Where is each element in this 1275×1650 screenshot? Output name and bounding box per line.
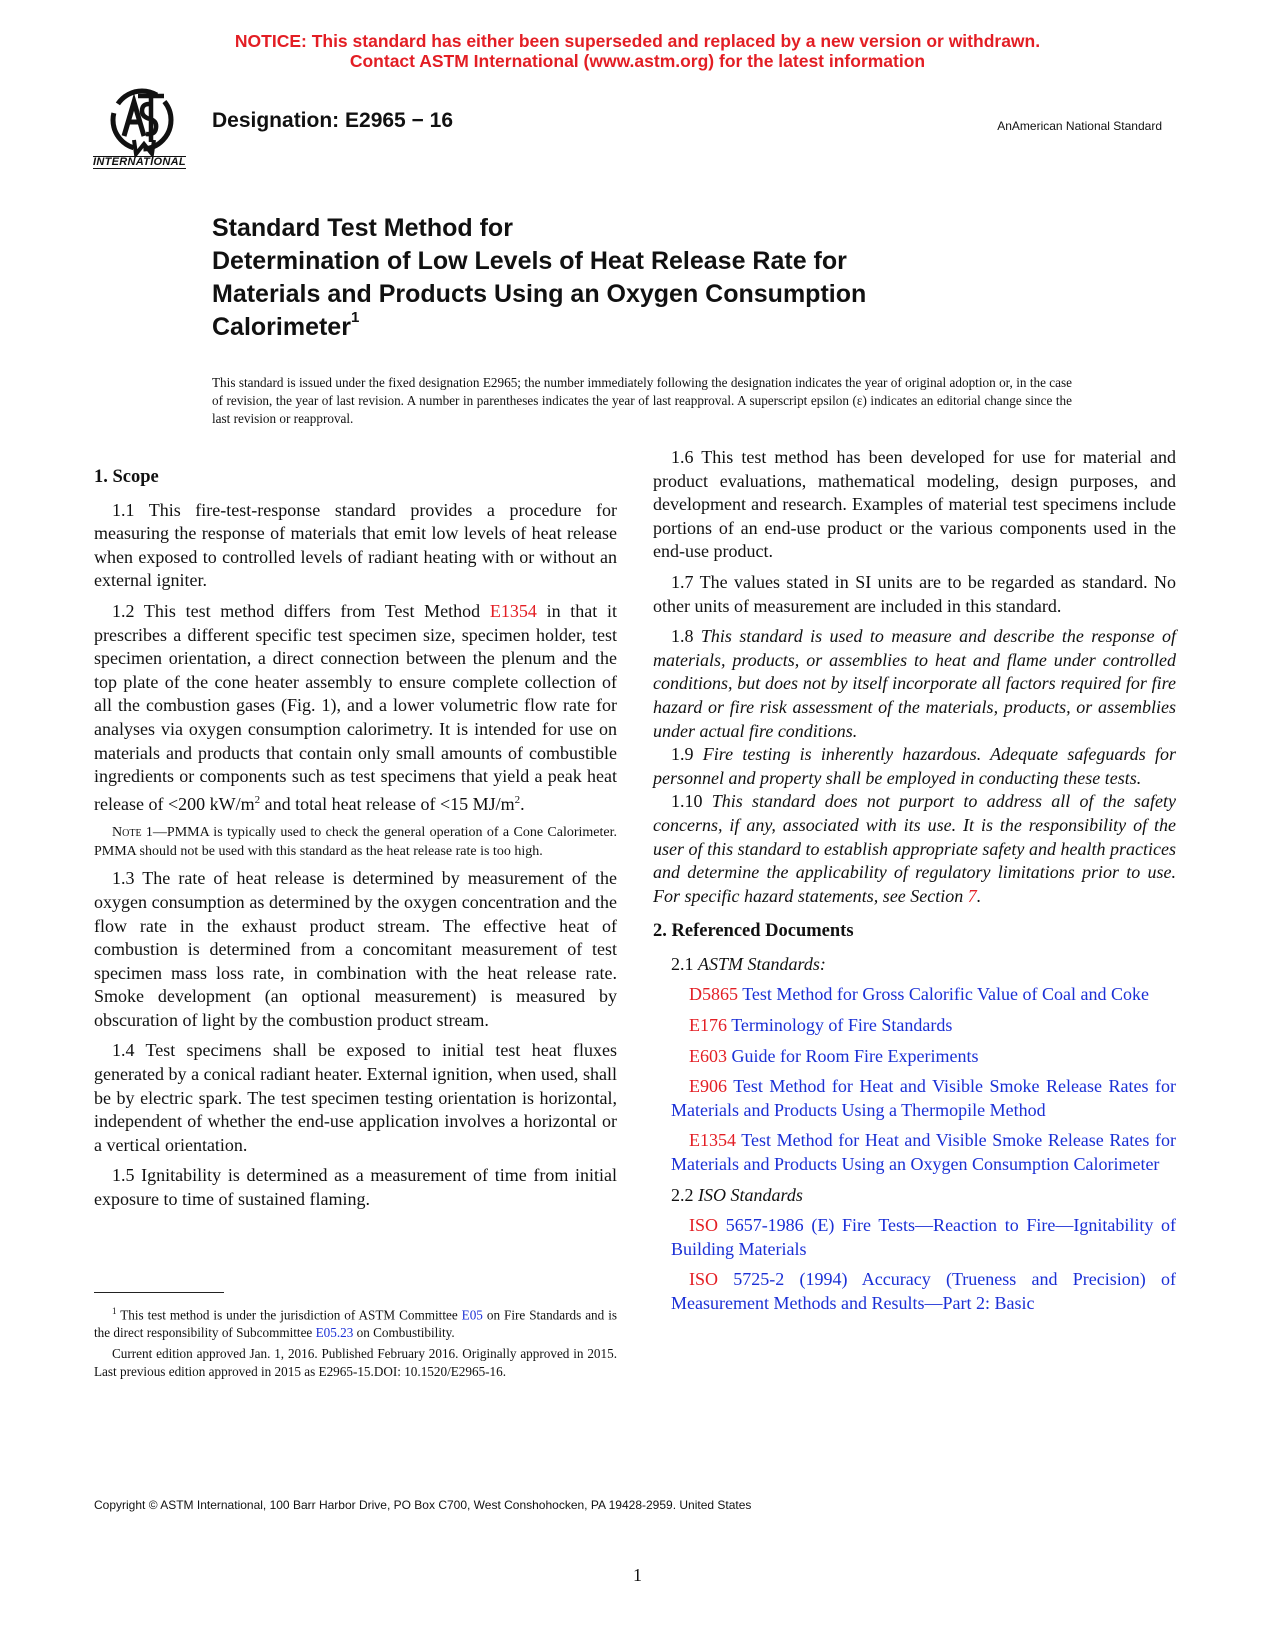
para-1-9 bbox=[653, 743, 1176, 790]
footnote-1-a: This test method is under the jurisdiction of ASTM Committee bbox=[116, 1307, 462, 1323]
para-1-3: 1.3 The rate of heat release is determined by measurement of the oxygen consumption as determined by the oxygen concentration and the flow rate in the exhaust product stream. The effective heat of combustion is determined from a concomitant measurement of test specimen mass loss rate, in combination with the heat release rate. Smoke development (an optional measurement) is measured by obscuration of light by the combustion product stream. bbox=[94, 868, 617, 1030]
notice-line-1: NOTICE: This standard has either been superseded and replaced by a new version or withdrawn. bbox=[234, 31, 1041, 51]
title-footnote-mark: 1 bbox=[350, 309, 360, 326]
iso-label-num: 2.2 bbox=[671, 1184, 698, 1205]
para-1-8-num: 1.8 bbox=[671, 626, 701, 647]
scope-heading: 1. Scope bbox=[94, 467, 159, 487]
designation: Designation: E2965 − 16 bbox=[212, 109, 454, 132]
astm-logo bbox=[94, 84, 194, 170]
reference-code[interactable]: E1354 bbox=[689, 1130, 736, 1151]
para-1-1: 1.1 This fire-test-response standard provides a procedure for measuring the response of materials that emit low levels of heat release when exposed to controlled levels of radiant heating with or without an external igniter. bbox=[94, 499, 617, 591]
para-1-8 bbox=[653, 625, 1176, 743]
para-1-10-text: This standard does not purport to address all of the safety concerns, if any, associated with its use. It is the responsibility of the user of this standard to establish appropriate safety and health practices and determine the applicability of regulatory limitations prior to use. For specific hazard statements, see Section bbox=[653, 791, 1177, 906]
para-1-2-b: in that it prescribes a different specific test specimen size, specimen holder, test specimen orientation, a direct connection between the plenum and the top plate of the cone heater assembly to ensure complete collection of all the combustion gases (Fig. 1), and a lower volumetric flow rate for analyses via oxygen consumption calorimetry. It is intended for use on materials and products that contain only small amounts of combustible ingredients or components such as test specimens that yield a peak heat release of <200 kW/m bbox=[94, 600, 617, 814]
reference-title[interactable]: 5725-2 (1994) Accuracy (Trueness and Precision) of Measurement Methods and Results—Part 2: Basic bbox=[671, 1269, 1176, 1313]
para-1-9-text: Fire testing is inherently hazardous. Adequate safeguards for personnel and property shall be employed in conducting these tests. bbox=[653, 744, 1177, 788]
para-1-7: 1.7 The values stated in SI units are to be regarded as standard. No other units of measurement are included in this standard. bbox=[653, 571, 1176, 616]
footnote-1-b: on Fire Standards and is the direct responsibility of Subcommittee bbox=[94, 1307, 617, 1341]
iso-reference-list bbox=[653, 1214, 1176, 1315]
reference-item[interactable] bbox=[653, 1129, 1176, 1176]
para-1-9-num: 1.9 bbox=[671, 744, 703, 765]
reference-code[interactable]: ISO bbox=[689, 1215, 719, 1236]
link-section-7[interactable]: 7 bbox=[967, 885, 977, 906]
title-line-4 bbox=[212, 311, 1012, 344]
para-1-2-d: . bbox=[520, 793, 525, 814]
link-e1354[interactable]: E1354 bbox=[489, 600, 537, 621]
reference-code[interactable]: D5865 bbox=[689, 984, 738, 1005]
para-1-2 bbox=[94, 600, 617, 816]
footnotes bbox=[94, 1302, 617, 1384]
right-column bbox=[653, 446, 1176, 1323]
footnote-1-mark: 1 bbox=[112, 1306, 117, 1316]
references-heading: 2. Referenced Documents bbox=[653, 921, 854, 942]
para-1-4: 1.4 Test specimens shall be exposed to initial test heat fluxes generated by a conical radiant heater. External ignition, when used, shall be by electric spark. The test specimen testing orientation is horizontal, independent of whether the end-use application involves a horizontal or a vertical orientation. bbox=[94, 1040, 617, 1155]
logo-text: INTERNATIONAL bbox=[93, 156, 186, 168]
reference-item[interactable] bbox=[653, 1045, 1176, 1069]
national-standard-label: AnAmerican National Standard bbox=[997, 119, 1162, 133]
para-1-2-c: and total heat release of <15 MJ/m bbox=[260, 793, 515, 814]
reference-code[interactable]: E603 bbox=[689, 1045, 727, 1066]
note-1-text: —PMMA is typically used to check the general operation of a Cone Calorimeter. PMMA should not be used with this standard as the heat release rate is too high. bbox=[94, 825, 617, 860]
astm-label-num: 2.1 bbox=[671, 953, 698, 974]
para-1-2-sup-2: 2 bbox=[514, 793, 521, 806]
footnote-1 bbox=[94, 1302, 617, 1342]
reference-code[interactable]: ISO bbox=[689, 1269, 719, 1290]
title-line-4-text: Calorimeter bbox=[212, 313, 351, 341]
astm-reference-list bbox=[653, 983, 1176, 1176]
para-1-2-a: 1.2 This test method differs from Test Method bbox=[112, 600, 490, 621]
note-1 bbox=[94, 823, 617, 861]
footnote-1-c: on Combustibility. bbox=[353, 1325, 455, 1341]
astm-standards-label bbox=[653, 953, 1176, 977]
link-e05[interactable]: E05 bbox=[461, 1307, 483, 1323]
reference-title[interactable]: Guide for Room Fire Experiments bbox=[731, 1045, 979, 1066]
para-1-6: 1.6 This test method has been developed for use for material and product evaluations, mathematical modeling, design purposes, and development and research. Examples of material test specimens include portions of an end-use product or the various components used in the end-use product. bbox=[653, 447, 1176, 562]
iso-label-text: ISO Standards bbox=[698, 1184, 803, 1205]
astm-label-text: ASTM Standards: bbox=[698, 953, 826, 974]
reference-item[interactable] bbox=[653, 1075, 1176, 1122]
para-1-2-sup-1: 2 bbox=[254, 793, 261, 806]
reference-title[interactable]: Test Method for Heat and Visible Smoke Release Rates for Materials and Products Using a Thermopile Method bbox=[671, 1076, 1176, 1120]
supersession-notice bbox=[0, 31, 1275, 71]
issue-note: This standard is issued under the fixed designation E2965; the number immediately following the designation indicates the year of original adoption or, in the case of revision, the year of last revision. A number in parentheses indicates the year of last reapproval. A superscript epsilon (ε) indicates an editorial change since the last revision or reapproval. bbox=[212, 375, 1072, 426]
iso-standards-label bbox=[653, 1184, 1176, 1208]
para-1-10 bbox=[653, 790, 1176, 908]
para-1-10-num: 1.10 bbox=[671, 791, 712, 812]
reference-item[interactable] bbox=[653, 1014, 1176, 1038]
left-column bbox=[94, 466, 617, 1219]
reference-code[interactable]: E176 bbox=[689, 1015, 727, 1036]
title-line-2: Determination of Low Levels of Heat Release Rate for bbox=[212, 247, 847, 275]
title-line-3: Materials and Products Using an Oxygen Consumption bbox=[212, 280, 867, 308]
reference-item[interactable] bbox=[653, 1214, 1176, 1261]
page-number: 1 bbox=[633, 1565, 642, 1585]
reference-title[interactable]: Terminology of Fire Standards bbox=[731, 1015, 953, 1036]
reference-item[interactable] bbox=[653, 983, 1176, 1007]
link-e05-23[interactable]: E05.23 bbox=[315, 1325, 354, 1341]
reference-title[interactable]: Test Method for Heat and Visible Smoke Release Rates for Materials and Products Using an Oxygen Consumption Calorimeter bbox=[671, 1130, 1176, 1175]
copyright: Copyright © ASTM International, 100 Barr Harbor Drive, PO Box C700, West Conshohocken, PA 19428-2959. United States bbox=[94, 1498, 752, 1512]
document-title bbox=[212, 212, 1012, 344]
reference-title[interactable]: 5657-1986 (E) Fire Tests—Reaction to Fire—Ignitability of Building Materials bbox=[671, 1215, 1177, 1259]
para-1-8-text: This standard is used to measure and describe the response of materials, products, or assemblies to heat and flame under controlled conditions, but does not by itself incorporate all factors required for fire hazard or fire risk assessment of the materials, products, or assemblies under actual fire conditions. bbox=[653, 626, 1177, 741]
title-line-1: Standard Test Method for bbox=[212, 214, 513, 242]
note-1-label: Note 1 bbox=[112, 825, 153, 841]
reference-title[interactable]: Test Method for Gross Calorific Value of Coal and Coke bbox=[742, 984, 1150, 1005]
notice-line-2: Contact ASTM International (www.astm.org) for the latest information bbox=[349, 51, 926, 71]
para-1-10-end: . bbox=[976, 885, 982, 906]
footnote-rule bbox=[94, 1292, 224, 1293]
footnote-2: Current edition approved Jan. 1, 2016. Published February 2016. Originally approved in 2015. Last previous edition approved in 2015 as E2965-15.DOI: 10.1520/E2965-16. bbox=[94, 1346, 617, 1380]
para-1-5: 1.5 Ignitability is determined as a measurement of time from initial exposure to time of sustained flaming. bbox=[94, 1165, 617, 1210]
reference-item[interactable] bbox=[653, 1268, 1176, 1315]
reference-code[interactable]: E906 bbox=[689, 1076, 727, 1097]
